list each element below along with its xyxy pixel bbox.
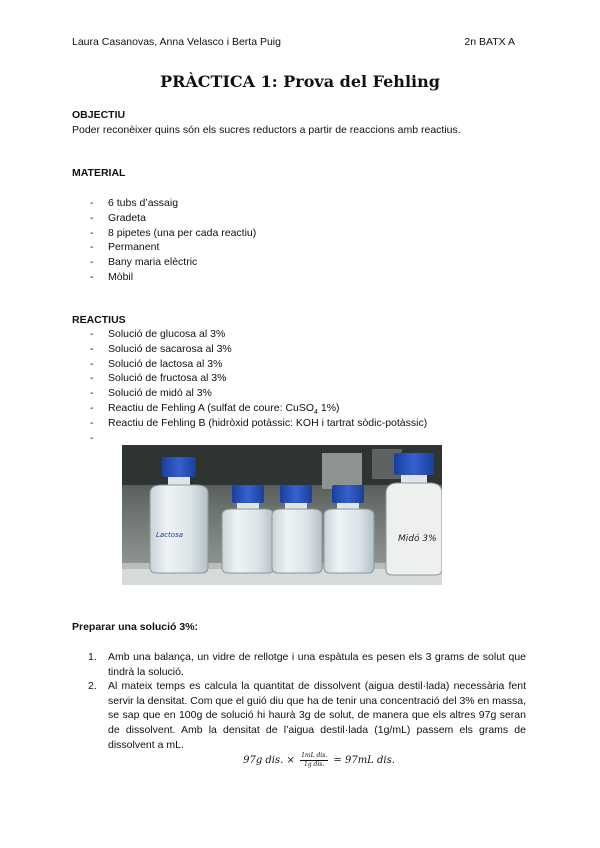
objectiu-text: Poder reconèixer quins són els sucres reductors a partir de reaccions amb reactius.: [72, 124, 461, 136]
material-heading: MATERIAL: [72, 167, 126, 179]
header-class: 2n BATX A: [464, 36, 515, 48]
list-item: 1. Amb una balança, un vidre de rellotge i una espàtula es pesen els 3 grams de solut que tindrà la solució.: [88, 651, 526, 678]
list-item: - Solució de midó al 3%: [90, 386, 427, 401]
list-item: - Permanent: [90, 240, 256, 255]
list-item: 2. Al mateix temps es calcula la quantitat de dissolvent (aigua destil·lada) necessària fent servir la densitat. Com que el guió diu que ha de tenir una concentració del 3% en massa, se sap que en 100g de solució hi haurà 3g de solut, de manera que els altres 97g seran de dissolvent. Amb la densitat de l’aigua destil·lada (1g/mL) passem els grams de dissolvent a mL.: [88, 680, 526, 751]
bottle-mido: [386, 453, 442, 575]
list-item: - Bany maria elèctric: [90, 255, 256, 270]
list-item-fehling-a: - Reactiu de Fehling A (sulfat de coure: CuSO$_4$ 1%): [90, 401, 427, 416]
list-item: - Reactiu de Fehling B (hidròxid potàssic: KOH i tartrat sòdic-potàssic): [90, 416, 427, 431]
list-item: - Mòbil: [90, 270, 256, 285]
preparar-steps: [88, 650, 526, 752]
list-item: - Solució de sacarosa al 3%: [90, 342, 427, 357]
list-item: - Solució de lactosa al 3%: [90, 357, 427, 372]
svg-text:Lactosa: Lactosa: [156, 531, 184, 539]
reactius-heading: REACTIUS: [72, 314, 126, 326]
list-item: - 6 tubs d’assaig: [90, 196, 256, 211]
bottles-photo: [122, 445, 442, 585]
page-title: PRÀCTICA 1: Prova del Fehling: [160, 72, 440, 91]
material-list: [90, 196, 256, 285]
list-item: - Solució de glucosa al 3%: [90, 327, 427, 342]
header-authors: Laura Casanovas, Anna Velasco i Berta Puig: [72, 36, 281, 48]
reactius-list: [90, 327, 427, 445]
equation: 97g dis. × $\frac{\text{1mL dis.}}{\text{1g dis.}}$ = 97mL dis.: [243, 752, 395, 768]
list-item: - 8 pipetes (una per cada reactiu): [90, 226, 256, 241]
objectiu-heading: OBJECTIU: [72, 109, 126, 121]
svg-text:Midó 3%: Midó 3%: [398, 534, 437, 544]
list-item: - Gradeta: [90, 211, 256, 226]
preparar-heading: Preparar una solució 3%:: [72, 621, 199, 633]
list-item-empty: [90, 431, 427, 446]
list-item: - Solució de fructosa al 3%: [90, 371, 427, 386]
